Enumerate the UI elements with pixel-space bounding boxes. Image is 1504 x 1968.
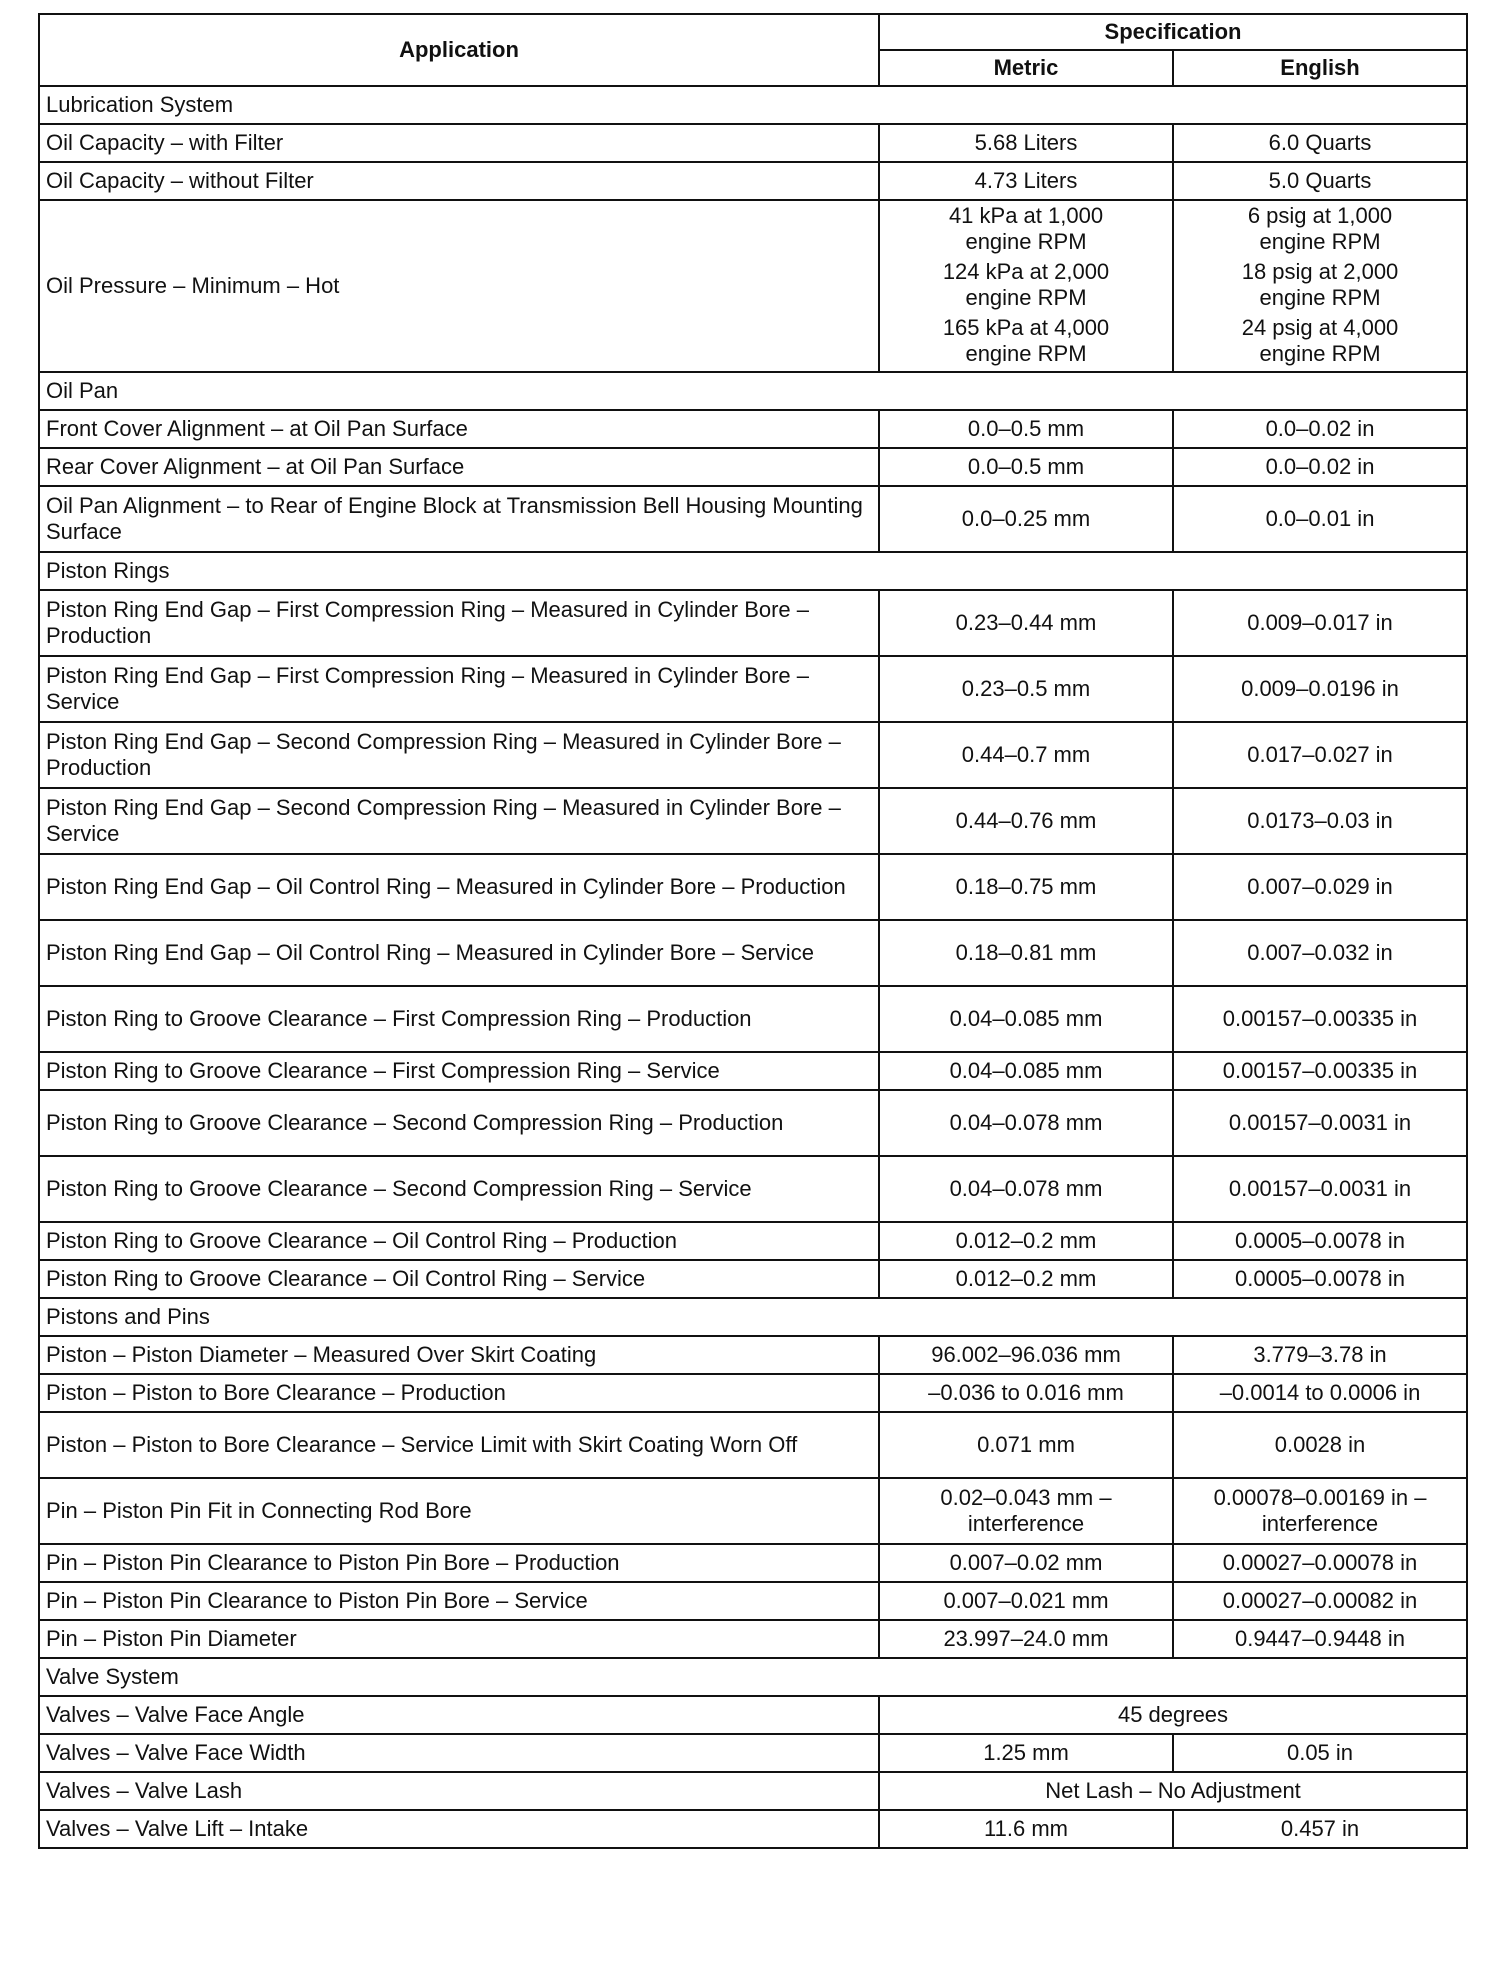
english-cell: 0.017–0.027 in (1173, 722, 1467, 788)
metric-cell: –0.036 to 0.016 mm (879, 1374, 1173, 1412)
application-cell: Oil Pressure – Minimum – Hot (39, 200, 879, 372)
application-cell: Pin – Piston Pin Clearance to Piston Pin Bore – Service (39, 1582, 879, 1620)
table-row (39, 1156, 1467, 1222)
table-row (39, 410, 1467, 448)
header-specification: Specification (879, 14, 1467, 50)
pressure-line: engine RPM (1259, 341, 1381, 366)
metric-cell: 0.18–0.75 mm (879, 854, 1173, 920)
application-cell: Rear Cover Alignment – at Oil Pan Surface (39, 448, 879, 486)
table-row (39, 1090, 1467, 1156)
table-row (39, 920, 1467, 986)
metric-cell: 11.6 mm (879, 1810, 1173, 1848)
application-cell: Pin – Piston Pin Fit in Connecting Rod Bore (39, 1478, 879, 1544)
table-row (39, 1810, 1467, 1848)
english-cell: 0.0173–0.03 in (1173, 788, 1467, 854)
table-row (39, 1544, 1467, 1582)
table-row (39, 854, 1467, 920)
header-application: Application (39, 14, 879, 86)
application-cell: Piston Ring to Groove Clearance – Oil Control Ring – Service (39, 1260, 879, 1298)
english-cell: 0.00157–0.00335 in (1173, 986, 1467, 1052)
table-row (39, 1052, 1467, 1090)
table-row (39, 788, 1467, 854)
table-row (39, 162, 1467, 200)
english-cell: 0.0005–0.0078 in (1173, 1260, 1467, 1298)
table-row (39, 1772, 1467, 1810)
application-cell: Piston – Piston Diameter – Measured Over Skirt Coating (39, 1336, 879, 1374)
metric-cell (879, 200, 1173, 372)
pressure-line: 124 kPa at 2,000 (942, 259, 1110, 284)
application-cell: Oil Capacity – without Filter (39, 162, 879, 200)
metric-cell: 5.68 Liters (879, 124, 1173, 162)
table-row (39, 1620, 1467, 1658)
application-cell: Piston Ring to Groove Clearance – Oil Control Ring – Production (39, 1222, 879, 1260)
english-cell: 0.05 in (1173, 1734, 1467, 1772)
english-cell: 3.779–3.78 in (1173, 1336, 1467, 1374)
table-row (39, 590, 1467, 656)
header-metric: Metric (879, 50, 1173, 86)
english-cell: 0.0028 in (1173, 1412, 1467, 1478)
metric-cell: 0.071 mm (879, 1412, 1173, 1478)
english-cell: 0.00027–0.00078 in (1173, 1544, 1467, 1582)
english-cell: 0.00078–0.00169 in – interference (1173, 1478, 1467, 1544)
table-row (39, 1222, 1467, 1260)
table-row (39, 448, 1467, 486)
section-lubrication-system: Lubrication System (39, 86, 1467, 124)
metric-cell: 0.02–0.043 mm – interference (879, 1478, 1173, 1544)
pressure-line: engine RPM (965, 229, 1087, 254)
pressure-line: 18 psig at 2,000 (1241, 259, 1399, 284)
metric-cell: 0.007–0.021 mm (879, 1582, 1173, 1620)
application-cell: Piston Ring End Gap – First Compression Ring – Measured in Cylinder Bore – Production (39, 590, 879, 656)
application-cell: Piston Ring End Gap – Oil Control Ring – Measured in Cylinder Bore – Production (39, 854, 879, 920)
english-cell (1173, 200, 1467, 372)
metric-cell: 0.0–0.5 mm (879, 410, 1173, 448)
english-cell: 5.0 Quarts (1173, 162, 1467, 200)
table-row (39, 1582, 1467, 1620)
application-cell: Piston Ring End Gap – Second Compression Ring – Measured in Cylinder Bore – Service (39, 788, 879, 854)
application-cell: Piston Ring to Groove Clearance – Second Compression Ring – Production (39, 1090, 879, 1156)
table-row (39, 1412, 1467, 1478)
metric-cell: 0.23–0.44 mm (879, 590, 1173, 656)
english-cell: 0.00027–0.00082 in (1173, 1582, 1467, 1620)
pressure-line: engine RPM (1259, 285, 1381, 310)
table-row (39, 1260, 1467, 1298)
table-row (39, 1696, 1467, 1734)
english-cell: 0.457 in (1173, 1810, 1467, 1848)
table-row (39, 656, 1467, 722)
section-valve-system: Valve System (39, 1658, 1467, 1696)
table-row (39, 1374, 1467, 1412)
table-row (39, 722, 1467, 788)
english-cell: 0.007–0.032 in (1173, 920, 1467, 986)
metric-cell: 0.23–0.5 mm (879, 656, 1173, 722)
english-cell: 0.9447–0.9448 in (1173, 1620, 1467, 1658)
application-cell: Piston Ring End Gap – First Compression Ring – Measured in Cylinder Bore – Service (39, 656, 879, 722)
metric-cell: 0.0–0.5 mm (879, 448, 1173, 486)
section-oil-pan: Oil Pan (39, 372, 1467, 410)
application-cell: Piston Ring to Groove Clearance – First Compression Ring – Production (39, 986, 879, 1052)
metric-cell: 1.25 mm (879, 1734, 1173, 1772)
application-cell: Oil Pan Alignment – to Rear of Engine Block at Transmission Bell Housing Mounting Surface (39, 486, 879, 552)
pressure-line: engine RPM (1259, 229, 1381, 254)
english-cell: 0.007–0.029 in (1173, 854, 1467, 920)
english-cell: 0.00157–0.0031 in (1173, 1156, 1467, 1222)
english-cell: 0.0–0.02 in (1173, 410, 1467, 448)
application-cell: Piston – Piston to Bore Clearance – Production (39, 1374, 879, 1412)
application-cell: Piston Ring End Gap – Oil Control Ring – Measured in Cylinder Bore – Service (39, 920, 879, 986)
section-piston-rings: Piston Rings (39, 552, 1467, 590)
metric-cell: 23.997–24.0 mm (879, 1620, 1173, 1658)
english-cell: 6.0 Quarts (1173, 124, 1467, 162)
english-cell: 0.009–0.017 in (1173, 590, 1467, 656)
metric-cell: 96.002–96.036 mm (879, 1336, 1173, 1374)
metric-cell: 0.04–0.078 mm (879, 1090, 1173, 1156)
application-cell: Piston Ring to Groove Clearance – First Compression Ring – Service (39, 1052, 879, 1090)
application-cell: Pin – Piston Pin Diameter (39, 1620, 879, 1658)
specification-table (38, 13, 1468, 1849)
english-cell: 0.00157–0.0031 in (1173, 1090, 1467, 1156)
english-cell: –0.0014 to 0.0006 in (1173, 1374, 1467, 1412)
metric-cell: 0.012–0.2 mm (879, 1222, 1173, 1260)
pressure-line: 24 psig at 4,000 (1241, 315, 1399, 340)
english-cell: 0.009–0.0196 in (1173, 656, 1467, 722)
application-cell: Piston Ring to Groove Clearance – Second Compression Ring – Service (39, 1156, 879, 1222)
metric-cell: 0.44–0.76 mm (879, 788, 1173, 854)
section-pistons-and-pins: Pistons and Pins (39, 1298, 1467, 1336)
table-row (39, 1336, 1467, 1374)
metric-cell: 0.007–0.02 mm (879, 1544, 1173, 1582)
pressure-line: 6 psig at 1,000 (1247, 203, 1393, 228)
pressure-line: 41 kPa at 1,000 (948, 203, 1104, 228)
english-cell: 0.00157–0.00335 in (1173, 1052, 1467, 1090)
metric-cell: 0.04–0.078 mm (879, 1156, 1173, 1222)
table-row (39, 1478, 1467, 1544)
table-row-oil-pressure (39, 200, 1467, 372)
table-row (39, 124, 1467, 162)
application-cell: Valves – Valve Face Angle (39, 1696, 879, 1734)
pressure-line: engine RPM (965, 285, 1087, 310)
combined-spec-cell: Net Lash – No Adjustment (879, 1772, 1467, 1810)
header-english: English (1173, 50, 1467, 86)
metric-cell: 0.012–0.2 mm (879, 1260, 1173, 1298)
metric-cell: 0.04–0.085 mm (879, 1052, 1173, 1090)
table-row (39, 986, 1467, 1052)
table-row (39, 486, 1467, 552)
combined-spec-cell: 45 degrees (879, 1696, 1467, 1734)
application-cell: Valves – Valve Face Width (39, 1734, 879, 1772)
pressure-line: engine RPM (965, 341, 1087, 366)
metric-cell: 0.18–0.81 mm (879, 920, 1173, 986)
application-cell: Valves – Valve Lift – Intake (39, 1810, 879, 1848)
application-cell: Front Cover Alignment – at Oil Pan Surface (39, 410, 879, 448)
application-cell: Piston Ring End Gap – Second Compression Ring – Measured in Cylinder Bore – Production (39, 722, 879, 788)
application-cell: Pin – Piston Pin Clearance to Piston Pin Bore – Production (39, 1544, 879, 1582)
pressure-line: 165 kPa at 4,000 (942, 315, 1110, 340)
application-cell: Oil Capacity – with Filter (39, 124, 879, 162)
metric-cell: 0.44–0.7 mm (879, 722, 1173, 788)
metric-cell: 0.04–0.085 mm (879, 986, 1173, 1052)
application-cell: Piston – Piston to Bore Clearance – Service Limit with Skirt Coating Worn Off (39, 1412, 879, 1478)
english-cell: 0.0–0.02 in (1173, 448, 1467, 486)
english-cell: 0.0–0.01 in (1173, 486, 1467, 552)
metric-cell: 4.73 Liters (879, 162, 1173, 200)
english-cell: 0.0005–0.0078 in (1173, 1222, 1467, 1260)
metric-cell: 0.0–0.25 mm (879, 486, 1173, 552)
application-cell: Valves – Valve Lash (39, 1772, 879, 1810)
table-row (39, 1734, 1467, 1772)
